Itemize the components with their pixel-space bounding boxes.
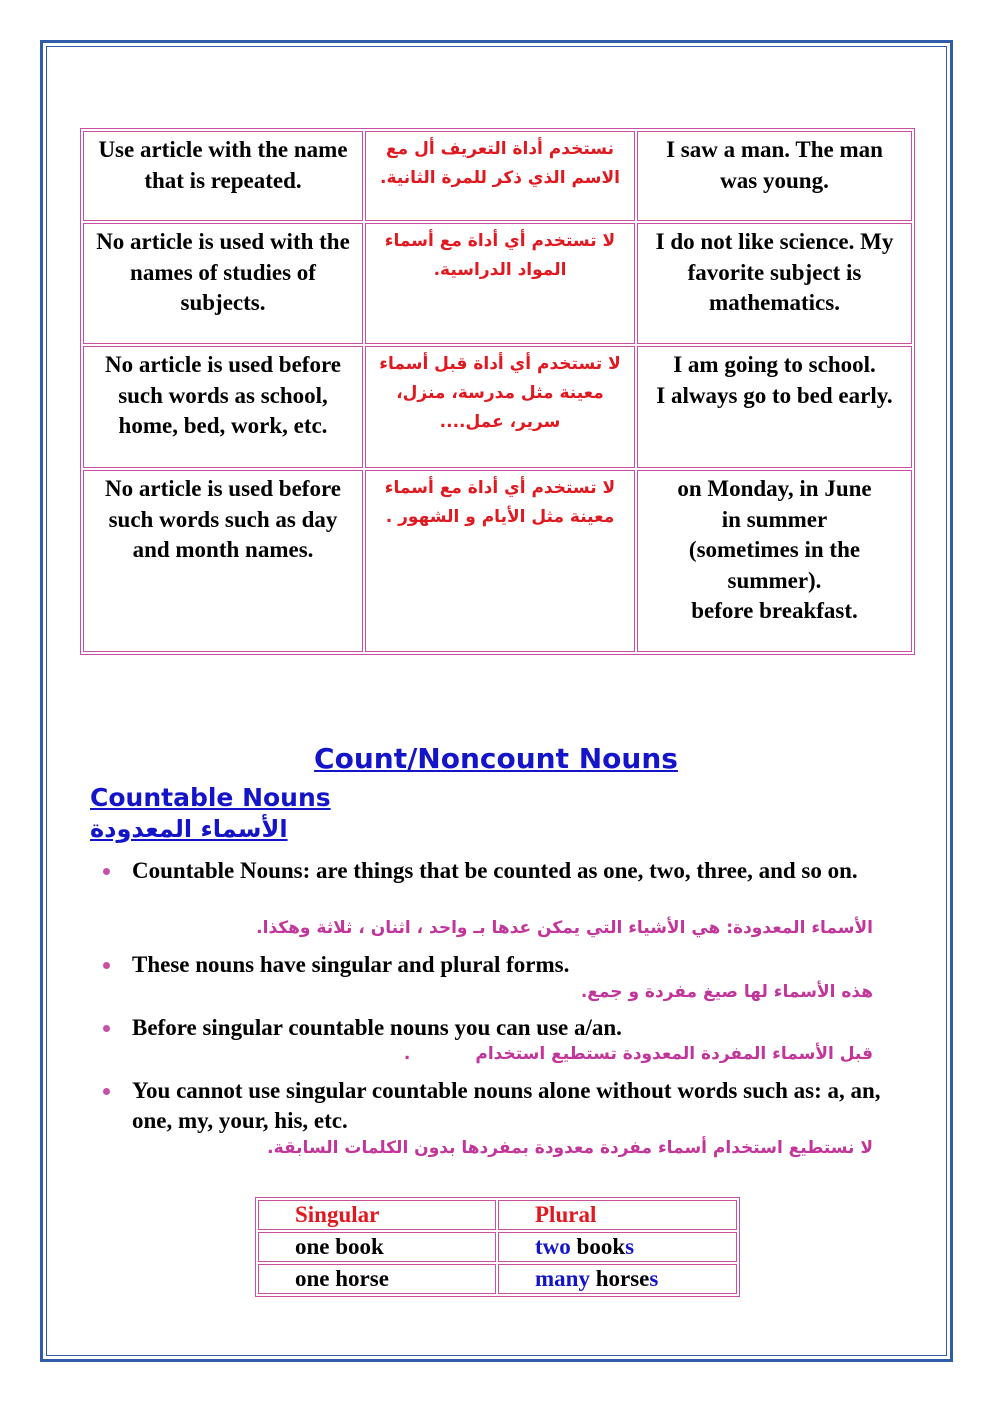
arabic-cell: لا تستخدم أي أداة قبل أسماء معينة مثل مدرسة، منزل، سرير، عمل.... xyxy=(365,346,635,468)
table-row xyxy=(258,1232,737,1262)
table-row xyxy=(83,470,912,652)
header-plural: Plural xyxy=(498,1200,737,1230)
example-line: I always go to bed early. xyxy=(656,382,893,408)
table-row xyxy=(83,346,912,468)
plural-suffix: s xyxy=(625,1234,635,1259)
section-subtitle-arabic: الأسماء المعدودة xyxy=(90,815,288,843)
singular-cell: one book xyxy=(258,1232,496,1262)
plural-cell xyxy=(498,1232,737,1262)
section-subtitle: Countable Nouns xyxy=(90,783,331,812)
bullet-text: Countable Nouns: are things that be counted as one, two, three, and so on. xyxy=(132,858,858,883)
rule-cell: No article is used before such words such as day and month names. xyxy=(83,470,363,652)
example-line: I am going to school. xyxy=(673,352,876,377)
rule-cell: No article is used with the names of studies of subjects. xyxy=(83,223,363,344)
singular-cell: one horse xyxy=(258,1264,496,1294)
table-row xyxy=(83,223,912,344)
table-row xyxy=(83,131,912,221)
bullet-item xyxy=(132,1013,902,1043)
bullet-arabic: لا نستطيع استخدام أسماء مفردة معدودة بمفردها بدون الكلمات السابقة. xyxy=(267,1138,873,1158)
bullet-arabic: الأسماء المعدودة: هي الأشياء التي يمكن عدها بـ واحد ، اثنان ، ثلاثة وهكذا. xyxy=(256,918,873,938)
bullet-icon xyxy=(103,1025,110,1032)
bullet-item xyxy=(132,1076,902,1136)
plural-noun: horse xyxy=(595,1266,650,1291)
article-rules-table xyxy=(80,128,915,655)
quantifier-word: many xyxy=(535,1266,590,1291)
rule-cell: Use article with the name that is repeated. xyxy=(83,131,363,221)
plural-cell xyxy=(498,1264,737,1294)
bullet-item xyxy=(132,950,902,980)
header-singular: Singular xyxy=(258,1200,496,1230)
example-cell: I saw a man. The man was young. xyxy=(637,131,912,221)
bullet-icon xyxy=(103,1088,110,1095)
bullet-item xyxy=(132,856,902,886)
arabic-cell: نستخدم أداة التعريف أل مع الاسم الذي ذكر للمرة الثانية. xyxy=(365,131,635,221)
quantifier-word: two xyxy=(535,1234,571,1259)
arabic-cell: لا تستخدم أي أداة مع أسماء معينة مثل الأيام و الشهور . xyxy=(365,470,635,652)
plural-noun: book xyxy=(576,1234,626,1259)
bullet-arabic: هذه الأسماء لها صيغ مفردة و جمع. xyxy=(580,982,873,1002)
example-cell xyxy=(637,346,912,468)
rule-cell: No article is used before such words as school, home, bed, work, etc. xyxy=(83,346,363,468)
bullet-text: You cannot use singular countable nouns alone without words such as: a, an, one, my, your, his, etc. xyxy=(132,1078,881,1133)
bullet-icon xyxy=(103,868,110,875)
example-cell: I do not like science. My favorite subject is mathematics. xyxy=(637,223,912,344)
bullet-text: Before singular countable nouns you can use a/an. xyxy=(132,1015,622,1040)
section-title: Count/Noncount Nouns xyxy=(314,742,678,775)
bullet-text: These nouns have singular and plural forms. xyxy=(132,952,570,977)
singular-plural-table xyxy=(255,1197,740,1297)
example-line: before breakfast. xyxy=(691,598,858,623)
bullet-arabic: قبل الأسماء المفردة المعدودة تستطيع استخدام . xyxy=(403,1044,873,1064)
example-line: in summer xyxy=(721,506,828,532)
example-line: (sometimes in the summer). xyxy=(688,537,861,593)
example-line: on Monday, in June xyxy=(677,476,872,501)
example-cell xyxy=(637,470,912,652)
table-row xyxy=(258,1264,737,1294)
table-header-row xyxy=(258,1200,737,1230)
plural-suffix: s xyxy=(649,1266,659,1291)
bullet-icon xyxy=(103,962,110,969)
arabic-cell: لا تستخدم أي أداة مع أسماء المواد الدراسية. xyxy=(365,223,635,344)
